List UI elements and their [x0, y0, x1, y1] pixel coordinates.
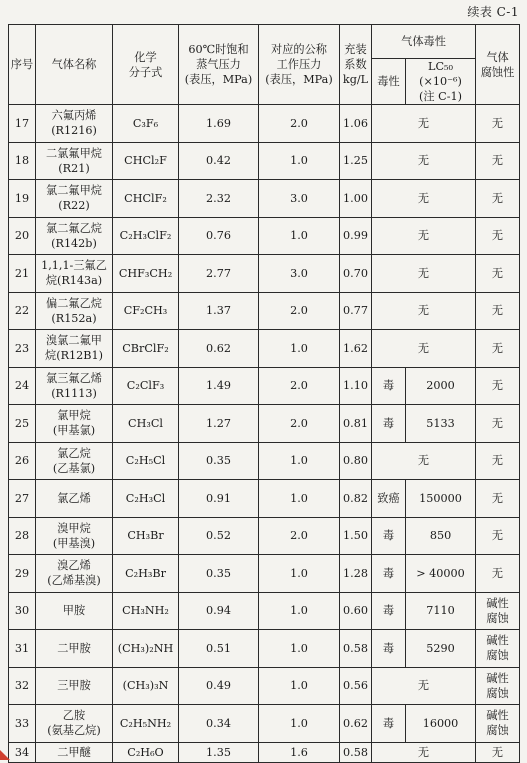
table-body — [9, 105, 520, 763]
header-corrosive: 气体 腐蚀性 — [476, 25, 520, 105]
cell-formula: CHClF₂ — [113, 180, 179, 218]
cell-filling-factor: 0.82 — [340, 480, 372, 518]
cell-pressure60: 0.35 — [179, 555, 259, 593]
table-row — [9, 367, 520, 405]
cell-toxicity-none: 无 — [372, 180, 476, 218]
cell-no: 18 — [9, 142, 36, 180]
cell-no: 27 — [9, 480, 36, 518]
cell-filling-factor: 1.10 — [340, 367, 372, 405]
cell-corrosive: 无 — [476, 180, 520, 218]
table-row — [9, 517, 520, 555]
cell-pressure60: 0.76 — [179, 217, 259, 255]
cell-formula: CH₃NH₂ — [113, 592, 179, 630]
cell-name: 1,1,1-三氟乙 烷(R143a) — [36, 255, 113, 293]
cell-pressure60: 1.37 — [179, 292, 259, 330]
cell-lc50: 850 — [406, 517, 476, 555]
cell-filling-factor: 0.62 — [340, 705, 372, 743]
table-row — [9, 630, 520, 668]
cell-no: 20 — [9, 217, 36, 255]
cell-corrosive: 无 — [476, 517, 520, 555]
header-toxicity: 毒性 — [372, 59, 406, 105]
cell-corrosive: 无 — [476, 742, 520, 762]
cell-name: 二甲醚 — [36, 742, 113, 762]
table-row — [9, 667, 520, 705]
cell-no: 22 — [9, 292, 36, 330]
cell-no: 31 — [9, 630, 36, 668]
cell-corrosive: 碱性 腐蚀 — [476, 667, 520, 705]
cell-toxicity-none: 无 — [372, 742, 476, 762]
cell-filling-factor: 0.58 — [340, 630, 372, 668]
cell-toxicity: 毒 — [372, 630, 406, 668]
cell-working-pressure: 3.0 — [259, 180, 340, 218]
header-toxicity-group: 气体毒性 — [372, 25, 476, 59]
cell-lc50: 2000 — [406, 367, 476, 405]
cell-working-pressure: 2.0 — [259, 292, 340, 330]
cell-formula: C₂H₃ClF₂ — [113, 217, 179, 255]
cell-working-pressure: 2.0 — [259, 105, 340, 143]
table-row — [9, 255, 520, 293]
cell-corrosive: 无 — [476, 142, 520, 180]
cell-no: 30 — [9, 592, 36, 630]
cell-pressure60: 1.27 — [179, 405, 259, 443]
cell-no: 19 — [9, 180, 36, 218]
cell-name: 偏二氟乙烷 (R152a) — [36, 292, 113, 330]
cell-formula: C₂H₃Br — [113, 555, 179, 593]
cell-pressure60: 0.62 — [179, 330, 259, 368]
cell-name: 氯乙烯 — [36, 480, 113, 518]
table-row — [9, 180, 520, 218]
cell-no: 24 — [9, 367, 36, 405]
cell-filling-factor: 0.99 — [340, 217, 372, 255]
cell-formula: C₂H₅NH₂ — [113, 705, 179, 743]
cell-formula: CH₃Br — [113, 517, 179, 555]
cell-formula: C₂H₆O — [113, 742, 179, 762]
cell-name: 氯二氟甲烷 (R22) — [36, 180, 113, 218]
cell-lc50: 7110 — [406, 592, 476, 630]
cell-name: 溴甲烷 (甲基溴) — [36, 517, 113, 555]
cell-formula: (CH₃)₂NH — [113, 630, 179, 668]
cell-toxicity: 毒 — [372, 517, 406, 555]
cell-working-pressure: 1.0 — [259, 330, 340, 368]
cell-formula: CHF₃CH₂ — [113, 255, 179, 293]
cell-pressure60: 1.35 — [179, 742, 259, 762]
table-row — [9, 105, 520, 143]
cell-filling-factor: 0.77 — [340, 292, 372, 330]
cell-lc50: 16000 — [406, 705, 476, 743]
cell-corrosive: 无 — [476, 367, 520, 405]
cell-toxicity-none: 无 — [372, 105, 476, 143]
cell-name: 氯三氟乙烯 (R1113) — [36, 367, 113, 405]
cell-name: 氯甲烷 (甲基氯) — [36, 405, 113, 443]
cell-working-pressure: 1.0 — [259, 142, 340, 180]
table-header — [9, 25, 520, 105]
cell-pressure60: 2.77 — [179, 255, 259, 293]
cell-no: 23 — [9, 330, 36, 368]
cell-name: 氯乙烷 (乙基氯) — [36, 442, 113, 480]
cell-toxicity: 致癌 — [372, 480, 406, 518]
cell-filling-factor: 0.56 — [340, 667, 372, 705]
cell-formula: C₂H₅Cl — [113, 442, 179, 480]
cell-toxicity-none: 无 — [372, 292, 476, 330]
cell-toxicity: 毒 — [372, 555, 406, 593]
table-row — [9, 292, 520, 330]
cell-pressure60: 0.51 — [179, 630, 259, 668]
cell-toxicity-none: 无 — [372, 217, 476, 255]
cell-working-pressure: 1.0 — [259, 630, 340, 668]
cell-lc50: 5133 — [406, 405, 476, 443]
cell-no: 32 — [9, 667, 36, 705]
cell-no: 17 — [9, 105, 36, 143]
cell-toxicity: 毒 — [372, 705, 406, 743]
cell-corrosive: 无 — [476, 217, 520, 255]
cell-corrosive: 无 — [476, 330, 520, 368]
cell-formula: C₂ClF₃ — [113, 367, 179, 405]
cell-lc50: 5290 — [406, 630, 476, 668]
gas-property-table — [8, 24, 520, 763]
header-pressure60: 60℃时饱和 蒸气压力 (表压，MPa) — [179, 25, 259, 105]
cell-pressure60: 0.49 — [179, 667, 259, 705]
cell-working-pressure: 1.6 — [259, 742, 340, 762]
cell-formula: CBrClF₂ — [113, 330, 179, 368]
cell-pressure60: 0.42 — [179, 142, 259, 180]
cell-no: 25 — [9, 405, 36, 443]
cell-no: 21 — [9, 255, 36, 293]
cell-corrosive: 无 — [476, 255, 520, 293]
cell-working-pressure: 1.0 — [259, 705, 340, 743]
table-row — [9, 555, 520, 593]
cell-formula: (CH₃)₃N — [113, 667, 179, 705]
cell-no: 29 — [9, 555, 36, 593]
table-caption: 续表 C-1 — [467, 5, 519, 19]
cell-lc50: > 40000 — [406, 555, 476, 593]
cell-name: 乙胺 (氨基乙烷) — [36, 705, 113, 743]
cell-toxicity: 毒 — [372, 367, 406, 405]
cell-name: 三甲胺 — [36, 667, 113, 705]
cell-filling-factor: 1.25 — [340, 142, 372, 180]
header-filling-factor: 充装 系数 kg/L — [340, 25, 372, 105]
cell-pressure60: 2.32 — [179, 180, 259, 218]
cell-working-pressure: 1.0 — [259, 667, 340, 705]
cell-formula: CHCl₂F — [113, 142, 179, 180]
cell-working-pressure: 1.0 — [259, 442, 340, 480]
cell-toxicity-none: 无 — [372, 442, 476, 480]
cell-working-pressure: 1.0 — [259, 217, 340, 255]
cell-corrosive: 无 — [476, 105, 520, 143]
cell-working-pressure: 2.0 — [259, 517, 340, 555]
cell-corrosive: 无 — [476, 555, 520, 593]
cell-name: 氯二氟乙烷 (R142b) — [36, 217, 113, 255]
table-row — [9, 330, 520, 368]
cell-toxicity-none: 无 — [372, 142, 476, 180]
cell-working-pressure: 1.0 — [259, 480, 340, 518]
cell-lc50: 150000 — [406, 480, 476, 518]
cell-filling-factor: 1.00 — [340, 180, 372, 218]
cell-toxicity: 毒 — [372, 405, 406, 443]
cell-pressure60: 0.52 — [179, 517, 259, 555]
cell-toxicity-none: 无 — [372, 255, 476, 293]
cell-no: 28 — [9, 517, 36, 555]
cell-pressure60: 0.35 — [179, 442, 259, 480]
table-row — [9, 742, 520, 762]
header-working-pressure: 对应的公称 工作压力 (表压，MPa) — [259, 25, 340, 105]
cell-working-pressure: 3.0 — [259, 255, 340, 293]
cell-formula: CF₂CH₃ — [113, 292, 179, 330]
cell-filling-factor: 1.06 — [340, 105, 372, 143]
cell-name: 溴乙烯 (乙烯基溴) — [36, 555, 113, 593]
cell-corrosive: 无 — [476, 405, 520, 443]
cell-corrosive: 无 — [476, 292, 520, 330]
cell-filling-factor: 0.81 — [340, 405, 372, 443]
table-row — [9, 480, 520, 518]
cell-no: 26 — [9, 442, 36, 480]
cell-formula: C₃F₆ — [113, 105, 179, 143]
cell-filling-factor: 1.50 — [340, 517, 372, 555]
cell-filling-factor: 0.60 — [340, 592, 372, 630]
header-name: 气体名称 — [36, 25, 113, 105]
cell-working-pressure: 2.0 — [259, 367, 340, 405]
cell-pressure60: 1.69 — [179, 105, 259, 143]
cell-filling-factor: 1.62 — [340, 330, 372, 368]
cell-filling-factor: 1.28 — [340, 555, 372, 593]
cell-formula: C₂H₃Cl — [113, 480, 179, 518]
cell-toxicity-none: 无 — [372, 667, 476, 705]
cell-working-pressure: 1.0 — [259, 592, 340, 630]
cell-pressure60: 0.91 — [179, 480, 259, 518]
table-row — [9, 592, 520, 630]
cell-corrosive: 碱性 腐蚀 — [476, 630, 520, 668]
cell-corrosive: 无 — [476, 442, 520, 480]
cell-toxicity: 毒 — [372, 592, 406, 630]
header-lc50: LC₅₀ (×10⁻⁶) (注 C-1) — [406, 59, 476, 105]
cell-no: 34 — [9, 742, 36, 762]
cell-corrosive: 碱性 腐蚀 — [476, 592, 520, 630]
table-row — [9, 705, 520, 743]
cell-name: 二氯氟甲烷 (R21) — [36, 142, 113, 180]
table-row — [9, 405, 520, 443]
cell-corrosive: 碱性 腐蚀 — [476, 705, 520, 743]
cell-name: 六氟丙烯 (R1216) — [36, 105, 113, 143]
cell-name: 溴氯二氟甲 烷(R12B1) — [36, 330, 113, 368]
cell-corrosive: 无 — [476, 480, 520, 518]
cell-filling-factor: 0.58 — [340, 742, 372, 762]
header-formula: 化学 分子式 — [113, 25, 179, 105]
table-row — [9, 142, 520, 180]
cell-formula: CH₃Cl — [113, 405, 179, 443]
table-row — [9, 217, 520, 255]
cell-no: 33 — [9, 705, 36, 743]
cell-pressure60: 0.94 — [179, 592, 259, 630]
cell-toxicity-none: 无 — [372, 330, 476, 368]
cell-pressure60: 0.34 — [179, 705, 259, 743]
cell-pressure60: 1.49 — [179, 367, 259, 405]
header-no: 序号 — [9, 25, 36, 105]
cell-working-pressure: 2.0 — [259, 405, 340, 443]
table-row — [9, 442, 520, 480]
cell-name: 二甲胺 — [36, 630, 113, 668]
cell-filling-factor: 0.70 — [340, 255, 372, 293]
cell-filling-factor: 0.80 — [340, 442, 372, 480]
cell-name: 甲胺 — [36, 592, 113, 630]
cell-working-pressure: 1.0 — [259, 555, 340, 593]
